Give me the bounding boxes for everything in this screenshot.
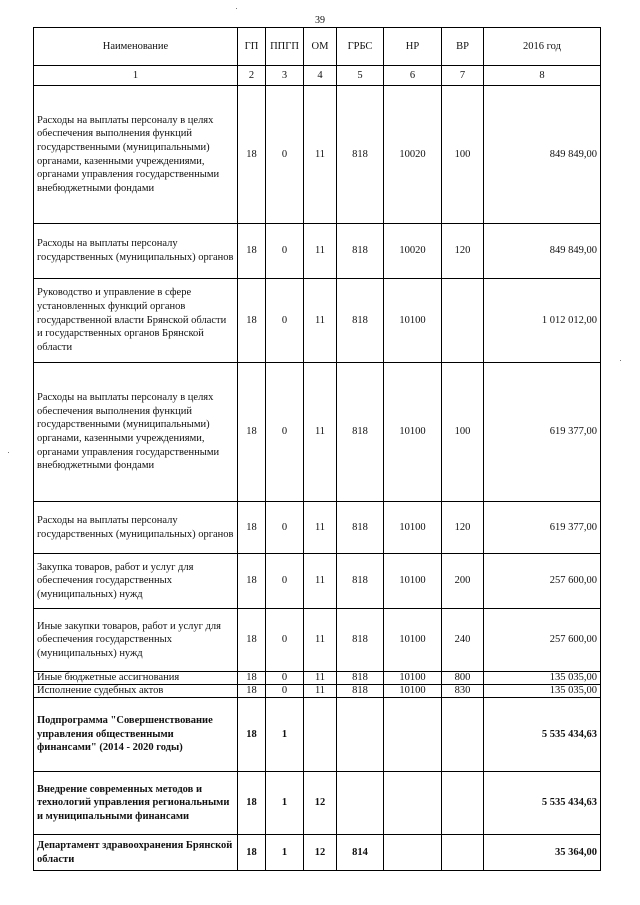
row-name: Расходы на выплаты персоналу государственных (муниципальных) органов bbox=[34, 502, 238, 554]
row-name: Иные закупки товаров, работ и услуг для обеспечения государственных (муниципальных) нужд bbox=[34, 609, 238, 672]
row-vr bbox=[442, 698, 484, 772]
row-om: 12 bbox=[304, 772, 337, 835]
table-header-row bbox=[34, 28, 601, 66]
row-gp: 18 bbox=[238, 835, 266, 871]
scan-speck bbox=[620, 360, 621, 361]
row-gp: 18 bbox=[238, 86, 266, 224]
row-gp: 18 bbox=[238, 685, 266, 698]
scan-speck bbox=[8, 452, 9, 453]
page-number: 39 bbox=[315, 15, 325, 26]
row-vr: 240 bbox=[442, 609, 484, 672]
row-name: Расходы на выплаты персоналу в целях обеспечения выполнения функций государственными (муниципальными) органами, казенными учреждениями, органами управления государственными внебюджетными фондами bbox=[34, 86, 238, 224]
row-vr: 800 bbox=[442, 672, 484, 685]
column-number: 4 bbox=[304, 66, 337, 86]
row-gp: 18 bbox=[238, 363, 266, 502]
row-om: 11 bbox=[304, 224, 337, 279]
row-vr: 100 bbox=[442, 363, 484, 502]
row-grbs bbox=[337, 772, 384, 835]
header-vr: ВР bbox=[442, 28, 484, 66]
row-ppgp: 1 bbox=[266, 835, 304, 871]
row-name: Расходы на выплаты персоналу государственных (муниципальных) органов bbox=[34, 224, 238, 279]
table-row bbox=[34, 554, 601, 609]
row-amount: 849 849,00 bbox=[484, 86, 601, 224]
table-row bbox=[34, 224, 601, 279]
scan-speck bbox=[236, 8, 237, 9]
row-vr bbox=[442, 279, 484, 363]
row-amount: 5 535 434,63 bbox=[484, 698, 601, 772]
row-grbs: 818 bbox=[337, 502, 384, 554]
table-row bbox=[34, 698, 601, 772]
row-grbs: 818 bbox=[337, 554, 384, 609]
row-grbs: 814 bbox=[337, 835, 384, 871]
row-vr: 100 bbox=[442, 86, 484, 224]
table-row bbox=[34, 772, 601, 835]
row-om: 11 bbox=[304, 672, 337, 685]
row-om: 11 bbox=[304, 554, 337, 609]
row-nr: 10020 bbox=[384, 86, 442, 224]
row-gp: 18 bbox=[238, 279, 266, 363]
column-number: 6 bbox=[384, 66, 442, 86]
row-name: Внедрение современных методов и технологий управления региональными и муниципальными финансами bbox=[34, 772, 238, 835]
row-om: 12 bbox=[304, 835, 337, 871]
row-ppgp: 0 bbox=[266, 672, 304, 685]
header-nr: НР bbox=[384, 28, 442, 66]
row-amount: 619 377,00 bbox=[484, 363, 601, 502]
row-grbs: 818 bbox=[337, 363, 384, 502]
row-nr: 10100 bbox=[384, 363, 442, 502]
row-grbs: 818 bbox=[337, 609, 384, 672]
row-ppgp: 1 bbox=[266, 698, 304, 772]
row-ppgp: 0 bbox=[266, 609, 304, 672]
row-name: Иные бюджетные ассигнования bbox=[34, 672, 238, 685]
row-amount: 257 600,00 bbox=[484, 609, 601, 672]
header-gp: ГП bbox=[238, 28, 266, 66]
row-om: 11 bbox=[304, 363, 337, 502]
row-name: Исполнение судебных актов bbox=[34, 685, 238, 698]
row-nr: 10020 bbox=[384, 224, 442, 279]
row-amount: 35 364,00 bbox=[484, 835, 601, 871]
row-nr: 10100 bbox=[384, 609, 442, 672]
row-name: Руководство и управление в сфере установленных функций органов государственной власти Брянской области и государственных органов Брянской области bbox=[34, 279, 238, 363]
column-number: 1 bbox=[34, 66, 238, 86]
row-amount: 135 035,00 bbox=[484, 685, 601, 698]
row-vr: 200 bbox=[442, 554, 484, 609]
row-name: Подпрограмма "Совершенствование управления общественными финансами" (2014 - 2020 годы) bbox=[34, 698, 238, 772]
table-row bbox=[34, 672, 601, 685]
row-nr bbox=[384, 698, 442, 772]
table-row bbox=[34, 609, 601, 672]
column-number-row bbox=[34, 66, 601, 86]
header-ppgp: ППГП bbox=[266, 28, 304, 66]
row-nr bbox=[384, 772, 442, 835]
table-row bbox=[34, 279, 601, 363]
row-nr: 10100 bbox=[384, 685, 442, 698]
row-ppgp: 0 bbox=[266, 554, 304, 609]
column-number: 2 bbox=[238, 66, 266, 86]
row-amount: 849 849,00 bbox=[484, 224, 601, 279]
row-amount: 135 035,00 bbox=[484, 672, 601, 685]
row-amount: 619 377,00 bbox=[484, 502, 601, 554]
column-number: 7 bbox=[442, 66, 484, 86]
row-nr: 10100 bbox=[384, 279, 442, 363]
table-row bbox=[34, 502, 601, 554]
header-name: Наименование bbox=[34, 28, 238, 66]
row-grbs: 818 bbox=[337, 224, 384, 279]
row-ppgp: 0 bbox=[266, 363, 304, 502]
header-om: ОМ bbox=[304, 28, 337, 66]
column-number: 8 bbox=[484, 66, 601, 86]
row-amount: 5 535 434,63 bbox=[484, 772, 601, 835]
row-om: 11 bbox=[304, 609, 337, 672]
row-gp: 18 bbox=[238, 772, 266, 835]
row-om: 11 bbox=[304, 279, 337, 363]
row-om bbox=[304, 698, 337, 772]
table-row bbox=[34, 835, 601, 871]
row-vr bbox=[442, 772, 484, 835]
row-grbs bbox=[337, 698, 384, 772]
row-ppgp: 0 bbox=[266, 502, 304, 554]
row-ppgp: 0 bbox=[266, 685, 304, 698]
row-om: 11 bbox=[304, 685, 337, 698]
row-grbs: 818 bbox=[337, 685, 384, 698]
row-om: 11 bbox=[304, 86, 337, 224]
row-name: Расходы на выплаты персоналу в целях обеспечения выполнения функций государственными (муниципальными) органами, казенными учреждениями, органами управления государственными внебюджетными фондами bbox=[34, 363, 238, 502]
column-number: 5 bbox=[337, 66, 384, 86]
column-number: 3 bbox=[266, 66, 304, 86]
row-om: 11 bbox=[304, 502, 337, 554]
row-ppgp: 0 bbox=[266, 279, 304, 363]
budget-table bbox=[33, 27, 601, 871]
row-gp: 18 bbox=[238, 698, 266, 772]
row-vr bbox=[442, 835, 484, 871]
table-row bbox=[34, 86, 601, 224]
row-nr: 10100 bbox=[384, 502, 442, 554]
row-nr: 10100 bbox=[384, 554, 442, 609]
row-gp: 18 bbox=[238, 672, 266, 685]
row-grbs: 818 bbox=[337, 86, 384, 224]
row-grbs: 818 bbox=[337, 672, 384, 685]
row-vr: 120 bbox=[442, 502, 484, 554]
row-name: Департамент здравоохранения Брянской области bbox=[34, 835, 238, 871]
row-ppgp: 0 bbox=[266, 86, 304, 224]
row-gp: 18 bbox=[238, 554, 266, 609]
header-grbs: ГРБС bbox=[337, 28, 384, 66]
row-name: Закупка товаров, работ и услуг для обеспечения государственных (муниципальных) нужд bbox=[34, 554, 238, 609]
row-ppgp: 1 bbox=[266, 772, 304, 835]
table-row bbox=[34, 685, 601, 698]
row-ppgp: 0 bbox=[266, 224, 304, 279]
row-gp: 18 bbox=[238, 224, 266, 279]
row-vr: 830 bbox=[442, 685, 484, 698]
row-vr: 120 bbox=[442, 224, 484, 279]
row-amount: 257 600,00 bbox=[484, 554, 601, 609]
table-row bbox=[34, 363, 601, 502]
row-grbs: 818 bbox=[337, 279, 384, 363]
row-gp: 18 bbox=[238, 609, 266, 672]
header-year: 2016 год bbox=[484, 28, 601, 66]
row-gp: 18 bbox=[238, 502, 266, 554]
row-nr: 10100 bbox=[384, 672, 442, 685]
row-nr bbox=[384, 835, 442, 871]
row-amount: 1 012 012,00 bbox=[484, 279, 601, 363]
